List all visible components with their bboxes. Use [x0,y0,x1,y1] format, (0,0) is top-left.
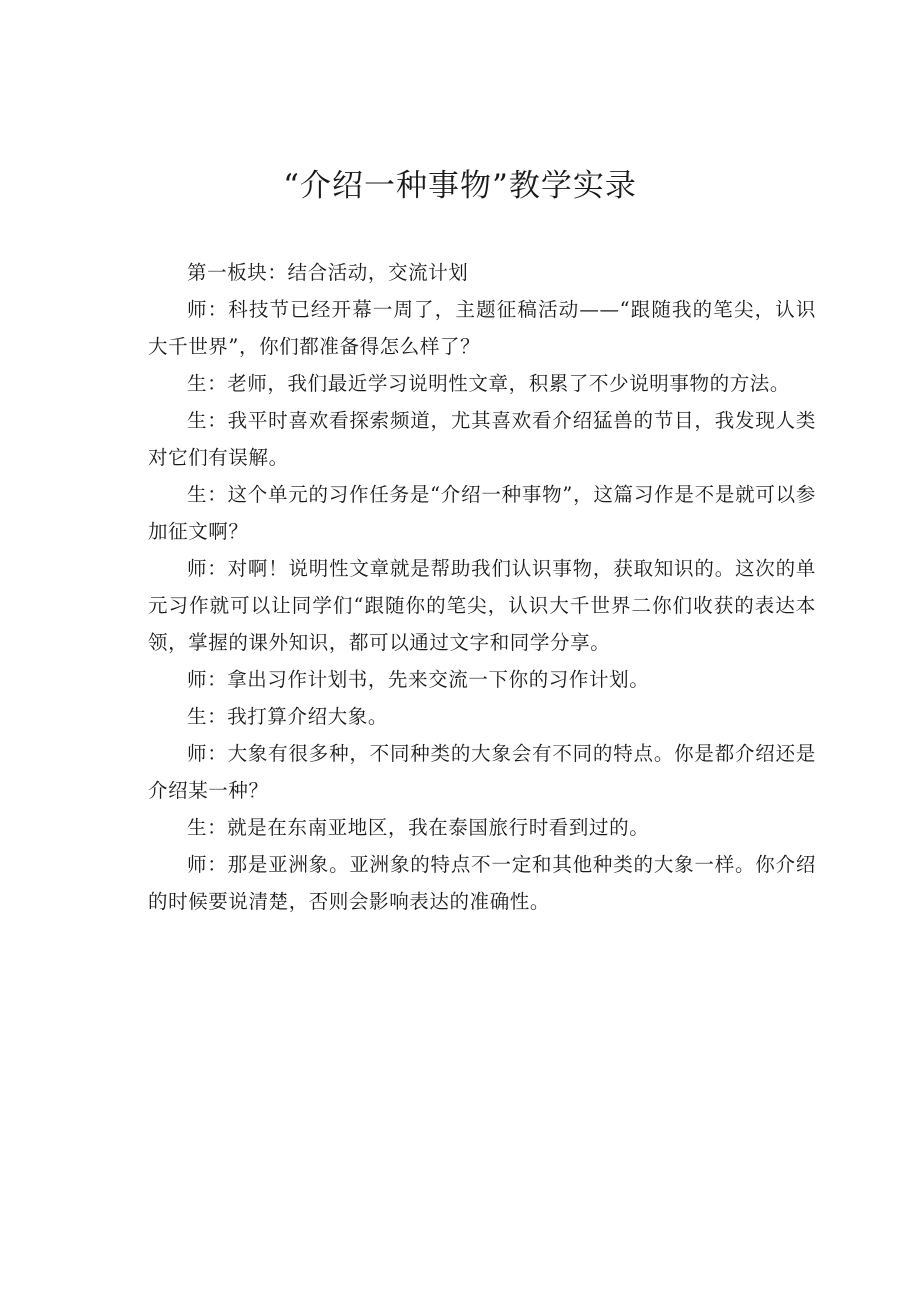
document-title: “介绍一种事物”教学实录 [283,168,637,204]
dialogue-paragraph: 师：科技节已经开幕一周了，主题征稿活动——“跟随我的笔尖，认识大千世界”，你们都准备得怎么样了？ [148,298,816,358]
dialogue-paragraph: 师：对啊！说明性文章就是帮助我们认识事物，获取知识的。这次的单元习作就可以让同学们“跟随你的笔尖，认识大千世界二你们收获的表达本领，掌握的课外知识，都可以通过文字和同学分享。 [148,557,816,654]
dialogue-paragraph: 生：就是在东南亚地区，我在泰国旅行时看到过的。 [187,816,650,839]
dialogue-paragraph: 生：我打算介绍大象。 [187,705,389,728]
dialogue-paragraph: 师：拿出习作计划书，先来交流一下你的习作计划。 [187,668,650,691]
dialogue-paragraph: 生：老师，我们最近学习说明性文章，积累了不少说明事物的方法。 [187,372,791,395]
dialogue-paragraph: 生：这个单元的习作任务是“介绍一种事物”，这篇习作是不是就可以参加征文啊？ [148,483,816,543]
document-body [148,254,816,920]
dialogue-paragraph: 师：大象有很多种，不同种类的大象会有不同的特点。你是都介绍还是介绍某一种？ [148,742,816,802]
section-heading: 第一板块：结合活动，交流计划 [187,261,469,284]
dialogue-paragraph: 师：那是亚洲象。亚洲象的特点不一定和其他种类的大象一样。你介绍的时候要说清楚，否则会影响表达的准确性。 [148,853,816,913]
dialogue-paragraph: 生：我平时喜欢看探索频道，尤其喜欢看介绍猛兽的节目，我发现人类对它们有误解。 [148,409,816,469]
